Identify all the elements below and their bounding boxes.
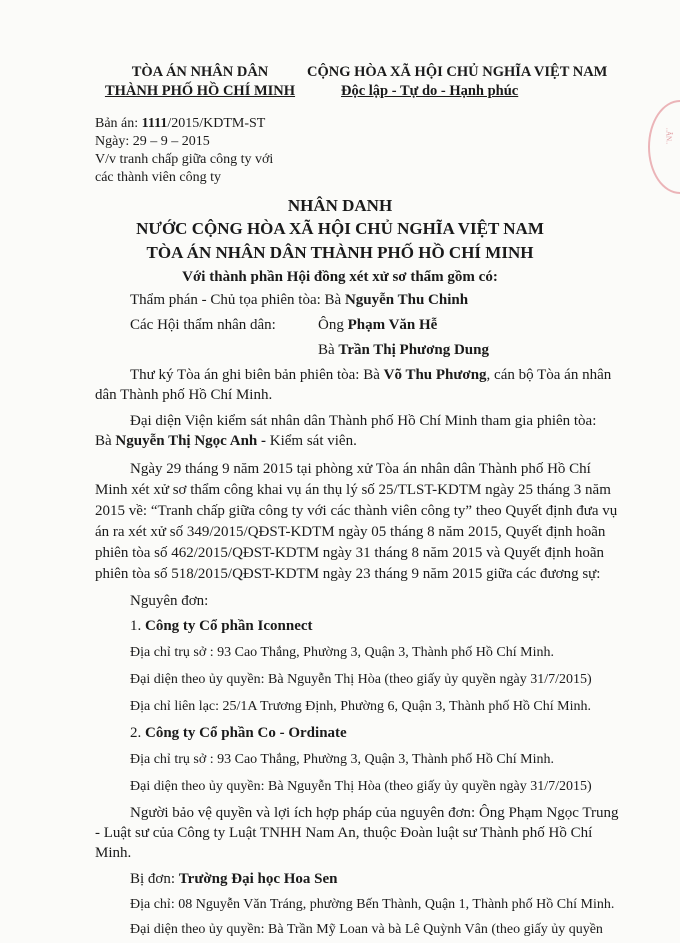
title-court: TÒA ÁN NHÂN DÂN THÀNH PHỐ HỒ CHÍ MINH [146, 243, 534, 262]
para-line2: Minh xét xử sơ thẩm công khai vụ án thụ lý số 25/TLST-KDTM ngày 25 tháng 3 năm [95, 482, 611, 498]
panel-intro: Với thành phần Hội đồng xét xử sơ thẩm gồm có: [182, 269, 498, 285]
case-number-suffix: /2015/KDTM-ST [167, 116, 266, 131]
clerk-name: Võ Thu Phương [383, 367, 487, 383]
procuracy-line1: Đại diện Viện kiểm sát nhân dân Thành phố Hồ Chí Minh tham gia phiên tòa: [130, 413, 597, 429]
assessors-label: Các Hội thẩm nhân dân: [130, 317, 276, 333]
judge-label: Thẩm phán - Chủ tọa phiên tòa: Bà [130, 292, 345, 308]
title-nation: NƯỚC CỘNG HÒA XÃ HỘI CHỦ NGHĨA VIỆT NAM [136, 219, 544, 238]
nation-motto-text: Độc lập - Tự do - Hạnh phúc [341, 83, 519, 99]
plaintiff-label: Nguyên đơn: [130, 593, 209, 609]
judge-name-rest: Thu Chinh [394, 292, 469, 308]
case-number-value: 1111 [141, 116, 168, 131]
nation-title: CỘNG HÒA XÃ HỘI CHỦ NGHĨA VIỆT NAM [307, 64, 608, 80]
procuracy-line2 [95, 433, 357, 450]
assessor-2-title: Bà [318, 342, 339, 358]
clerk-line1 [130, 367, 611, 384]
defendant-address: Địa chỉ: 08 Nguyễn Văn Tráng, phường Bến Thành, Quận 1, Thành phố Hồ Chí Minh. [130, 897, 615, 912]
company-1-address: Địa chỉ trụ sở : 93 Cao Thắng, Phường 3, Quận 3, Thành phố Hồ Chí Minh. [130, 645, 554, 660]
court-name-line1: TÒA ÁN NHÂN DÂN [131, 64, 269, 80]
assessor-2-name: Trần Thị Phương Dung [338, 342, 489, 358]
para-line3: 2015 về: “Tranh chấp giữa công ty với các thành viên công ty” theo Quyết định đưa vụ [95, 503, 618, 519]
company-2-address: Địa chỉ trụ sở : 93 Cao Thắng, Phường 3, Quận 3, Thành phố Hồ Chí Minh. [130, 752, 554, 767]
judge-name-bold: Nguyễn [344, 292, 395, 308]
assessor-1 [318, 317, 437, 334]
clerk-line2: dân Thành phố Hồ Chí Minh. [95, 387, 273, 403]
court-name-line2 [95, 83, 305, 100]
para-line6: phiên tòa số 518/2015/QĐST-KDTM ngày 23 tháng 9 năm 2015 giữa các đương sự: [95, 566, 601, 582]
case-number-label: Bản án: [95, 116, 142, 131]
lawyer-line3: Minh. [95, 845, 132, 861]
assessor-1-title: Ông [318, 317, 348, 333]
procuracy-name: Nguyễn Thị Ngọc Anh - [115, 433, 267, 449]
company-1-contact: Địa chỉ liên lạc: 25/1A Trương Định, Phường 6, Quận 3, Thành phố Hồ Chí Minh. [130, 699, 591, 714]
procuracy-role: Kiểm sát viên. [266, 433, 357, 449]
title-nhan-danh: NHÂN DANH [287, 196, 393, 215]
nation-motto [341, 83, 518, 100]
lawyer-line1: Người bảo vệ quyền và lợi ích hợp pháp của nguyên đơn: Ông Phạm Ngọc Trung [130, 805, 619, 821]
judge-line [130, 292, 468, 309]
company-2-name: Công ty Cổ phần Co - Ordinate [145, 725, 347, 741]
defendant-rep: Đại diện theo ủy quyền: Bà Trần Mỹ Loan và bà Lê Quỳnh Vân (theo giấy ủy quyền [130, 922, 603, 937]
para-line1: Ngày 29 tháng 9 năm 2015 tại phòng xử Tòa án nhân dân Thành phố Hồ Chí [130, 461, 591, 477]
defendant-label: Bị đơn: [130, 871, 179, 887]
company-2-rep: Đại diện theo ủy quyền: Bà Nguyễn Thị Hòa (theo giấy ủy quyền ngày 31/7/2015) [130, 779, 592, 794]
case-number [95, 116, 265, 132]
case-date: Ngày: 29 – 9 – 2015 [95, 134, 210, 149]
company-2 [130, 725, 347, 742]
para-line5: phiên tòa số 462/2015/QĐST-KDTM ngày 31 tháng 8 năm 2015 và Quyết định hoãn [95, 545, 604, 561]
para-line4: án ra xét xử số 349/2015/QĐST-KDTM ngày 05 tháng 8 năm 2015, Quyết định hoãn [95, 524, 606, 540]
assessor-2 [318, 342, 489, 359]
clerk-role: , cán bộ Tòa án nhân [486, 367, 612, 383]
procuracy-title: Bà [95, 433, 116, 449]
defendant [130, 871, 338, 888]
company-1 [130, 618, 313, 635]
clerk-label: Thư ký Tòa án ghi biên bản phiên tòa: Bà [130, 367, 384, 383]
court-name-text: THÀNH PHỐ HỒ CHÍ MINH [104, 83, 296, 99]
court-stamp: ..ÂN.. [648, 100, 680, 194]
company-2-number: 2. [130, 725, 145, 741]
company-1-number: 1. [130, 618, 145, 634]
company-1-rep: Đại diện theo ủy quyền: Bà Nguyễn Thị Hòa (theo giấy ủy quyền ngày 31/7/2015) [130, 672, 592, 687]
case-subject-line1: V/v tranh chấp giữa công ty với [95, 152, 274, 167]
case-subject-line2: các thành viên công ty [95, 170, 221, 185]
defendant-name: Trường Đại học Hoa Sen [178, 871, 338, 887]
company-1-name: Công ty Cổ phần Iconnect [145, 618, 313, 634]
assessor-1-name: Phạm Văn Hễ [347, 317, 438, 333]
lawyer-line2: - Luật sư của Công ty Luật TNHH Nam An, thuộc Đoàn luật sư Thành phố Hồ Chí [95, 825, 593, 841]
